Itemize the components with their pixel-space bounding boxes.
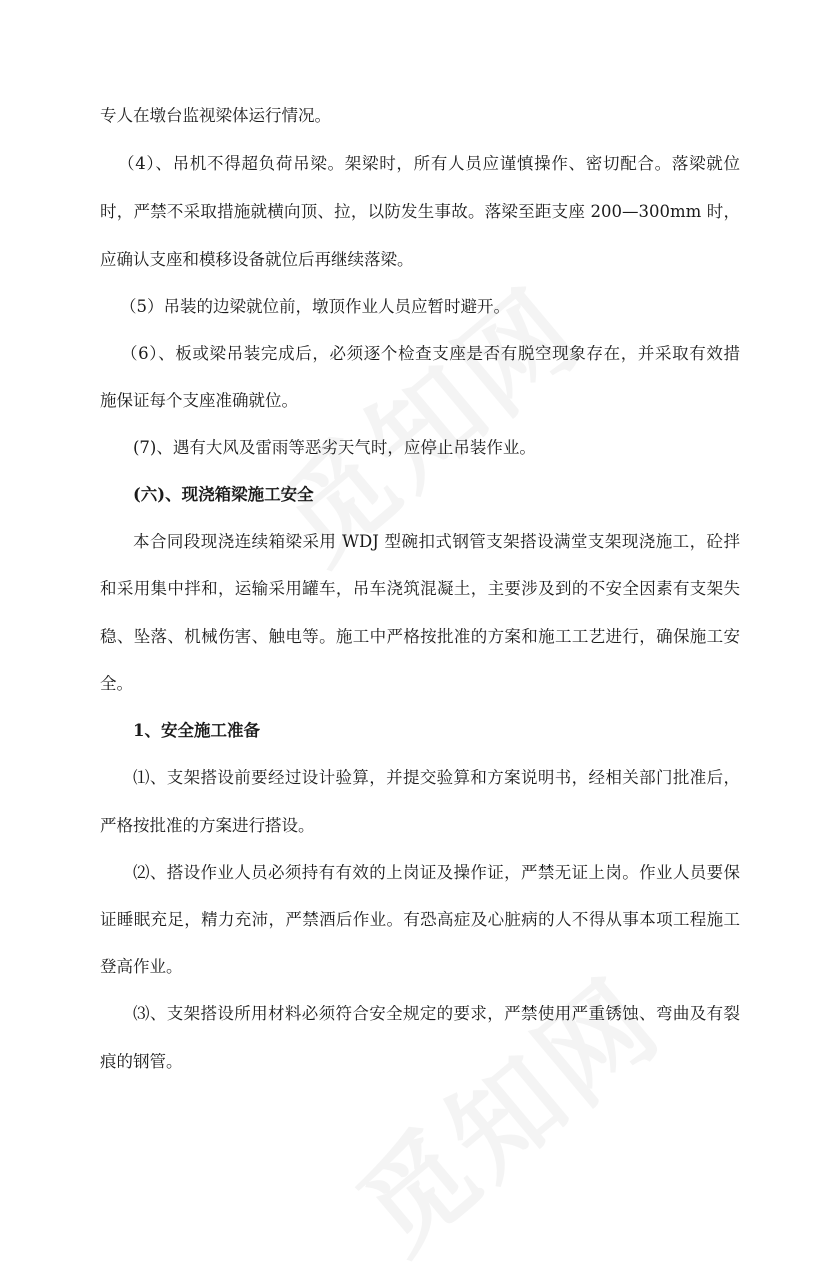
paragraph-line: (7)、遇有大风及雷雨等恶劣天气时，应停止吊装作业。 <box>133 438 536 457</box>
paragraph-line: ⑵、搭设作业人员必须持有有效的上岗证及操作证，严禁无证上岗。作业人员要保 <box>133 863 740 882</box>
watermark <box>320 937 688 1281</box>
paragraph-line: （5）吊装的边梁就位前，墩顶作业人员应暂时避开。 <box>120 297 510 316</box>
paragraph-line: 和采用集中拌和，运输采用罐车，吊车浇筑混凝土，主要涉及到的不安全因素有支架失 <box>100 579 740 598</box>
paragraph-line: 时，严禁不采取措施就横向顶、拉，以防发生事故。落梁至距支座 200—300mm 时， <box>100 202 740 221</box>
paragraph-line: （6）、板或梁吊装完成后，必须逐个检查支座是否有脱空现象存在，并采取有效措 <box>121 344 740 363</box>
subsection-heading: 1、安全施工准备 <box>133 721 260 740</box>
paragraph-line: （4）、吊机不得超负荷吊梁。架梁时，所有人员应谨慎操作、密切配合。落梁就位 <box>118 154 740 173</box>
paragraph-line: 专人在墩台监视梁体运行情况。 <box>100 106 331 125</box>
paragraph-line: 登高作业。 <box>100 957 183 976</box>
paragraph-line: 应确认支座和模移设备就位后再继续落梁。 <box>100 250 414 269</box>
paragraph-line: 施保证每个支座准确就位。 <box>100 391 298 410</box>
paragraph-line: 证睡眠充足，精力充沛，严禁酒后作业。有恐高症及心脏病的人不得从事本项工程施工 <box>100 910 740 929</box>
paragraph-line: 稳、坠落、机械伤害、触电等。施工中严格按批准的方案和施工工艺进行，确保施工安 <box>100 627 740 646</box>
section-heading: (六)、现浇箱梁施工安全 <box>133 485 314 504</box>
paragraph-line: 痕的钢管。 <box>100 1052 183 1071</box>
paragraph-line: ⑶、支架搭设所用材料必须符合安全规定的要求，严禁使用严重锈蚀、弯曲及有裂 <box>133 1004 740 1023</box>
paragraph-line: 全。 <box>100 674 133 693</box>
paragraph-line: ⑴、支架搭设前要经过设计验算，并提交验算和方案说明书，经相关部门批准后， <box>133 768 740 787</box>
paragraph-line: 严格按批准的方案进行搭设。 <box>100 816 315 835</box>
paragraph-line: 本合同段现浇连续箱梁采用 WDJ 型碗扣式钢管支架搭设满堂支架现浇施工，砼拌 <box>133 532 740 551</box>
